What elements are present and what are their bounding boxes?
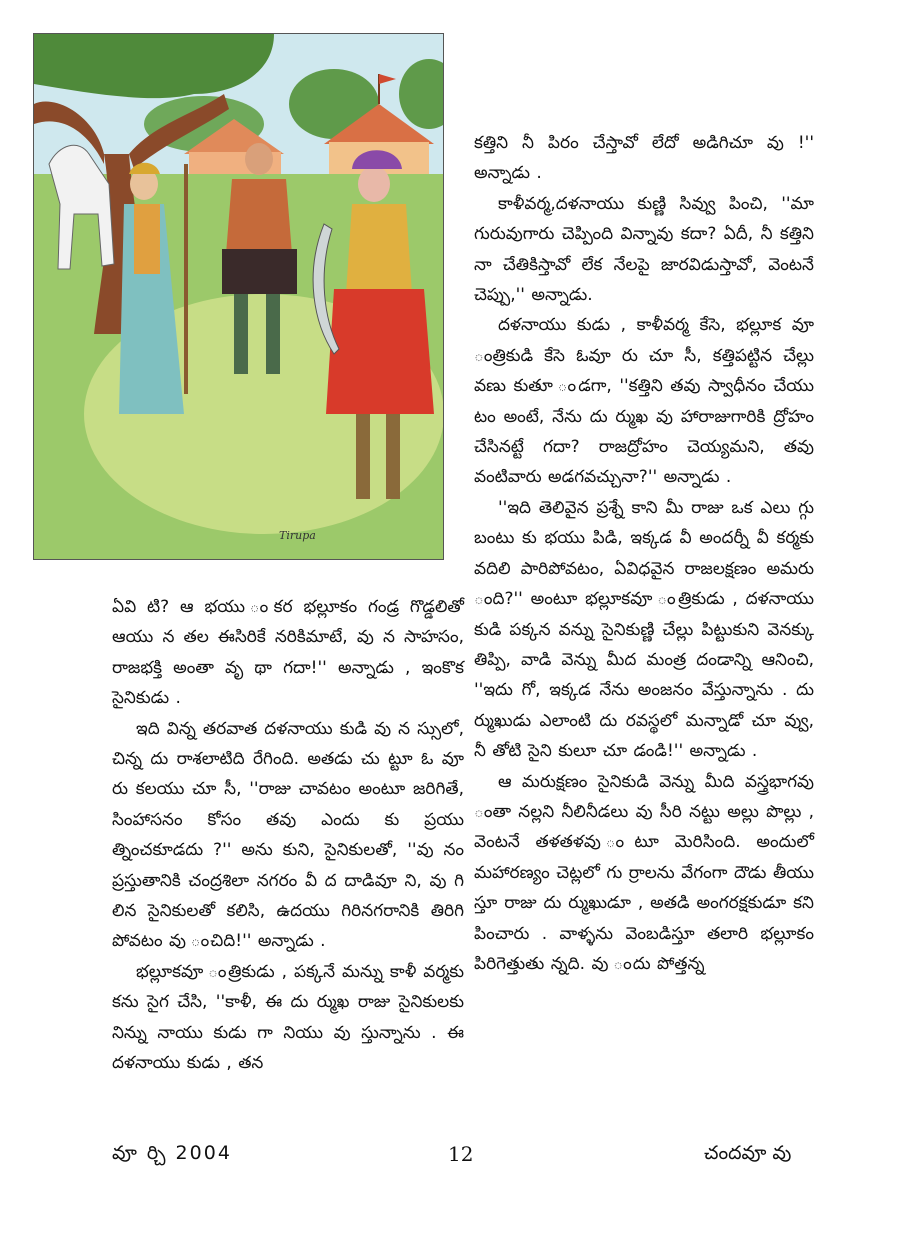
paragraph: భల్లూకవూ ంత్రికుడు , పక్కనే మన్ను కాళీ వర్మకు కను సైగ చేసి, ''కాళీ, ఈ దు ర్ముఖ రాజు సైనికులకు నిన్ను నాయు కుడు గా నియు వు స్తున్నాను . ఈ దళనాయు కుడు , తన (112, 961, 464, 1074)
illustration-drawing (34, 34, 443, 559)
right-text-column (474, 128, 814, 979)
paragraph: ఆ మరుక్షణం సైనికుడి వెన్ను మీది వస్త్రభాగవు ంతా నల్లని నీలినీడలు వు సీరి నట్టు అల్లు పొల్లు , వెంటనే తళతళవు ంటూ మెరిసింది. అందులో మహారణ్యం చెట్లలో గు ర్రాలను వేగంగా దౌడు తీయు స్తూ రాజు దు ర్ముఖుడూ , అతడి అంగరక్షకుడూ కని పించారు . వాళ్ళను వెంబడిస్తూ తలారి భల్లూకం పిరిగెత్తుతు న్నది. వు ందు పోత్తన్న (474, 771, 814, 974)
paragraph: కాళీవర్మ,దళనాయు కుణ్ణి సివ్వు పించి, ''మా గురువుగారు చెప్పింది విన్నావు కదా? ఏదీ, నీ కత్తిని నా చేతికిస్తావో లేక నేలపై జారవిడుస్తావో, వెంటనే చెప్పు,'' అన్నాడు. (474, 193, 814, 306)
left-text-column (112, 592, 464, 1079)
paragraph: ఇది విన్న తరవాత దళనాయు కుడి వు న స్సులో, చిన్న దు రాశలాటిది రేగింది. అతడు చు ట్టూ ఓ వూ రు కలయు చూ సీ, ''రాజు చావటం అంటూ జరిగితే, సింహాసనం కోసం తవు ఎందు కు ప్రయు త్నించకూడదు ?'' అను కుని, సైనికులతో, ''వు నం ప్రస్తుతానికి చంద్రశిలా నగరం వీ ద దాడివూ ని, వు గి లిన సైనికులతో కలిసి, ఉదయు గిరినగరానికి తిరిగి పోవటం వు ంచిది!'' అన్నాడు . (112, 718, 464, 952)
story-illustration (33, 33, 444, 560)
paragraph: ''ఇది తెలివైన ప్రశ్నే కాని మీ రాజు ఒక ఎలు గ్గు బంటు కు భయు పిడి, ఇక్కడ వీ అందర్నీ వీ కర్మకు వదిలి పారిపోవటం, ఏవిధవైన రాజలక్షణం అమరు ంది?'' అంటూ భల్లూకవూ ంత్రికుడు , దళనాయు కుడి పక్కన వన్ను సైనికుణ్ణి చేల్లు పిట్టుకుని వెనక్కు తిప్పి, వాడి వెన్ను మీద మంత్ర దండాన్ని ఆనించి, ''ఇదు గో, ఇక్కడ నేను అంజనం వేస్తున్నాను . దు ర్ముఖుడు ఎలాంటి దు రవస్థలో మన్నాడో చూ వ్వు, నీ తోటి సైని కులూ చూ డండి!'' అన్నాడు . (474, 497, 814, 762)
page-number: 12 (448, 1142, 474, 1166)
paragraph: కత్తిని నీ పిరం చేస్తావో లేదో అడిగిచూ వు !'' అన్నాడు . (474, 133, 814, 184)
paragraph: ఏవి టి? ఆ భయు ంకర భల్లూకం గండ్ర గొడ్డలితో ఆయు న తల ఈసిరికే నరికిమాటే, వు న సాహసం, రాజభక్తి అంతా వృ థా గదా!'' అన్నాడు , ఇంకొక సైనికుడు . (112, 597, 464, 709)
artist-signature: Tirupa (279, 529, 316, 542)
footer-month-year: వూ ర్చి 2004 (112, 1142, 232, 1164)
magazine-name: చందవూ వు (704, 1142, 792, 1164)
paragraph: దళనాయు కుడు , కాళీవర్మ కేసె, భల్లూక వూ ంత్రికుడి కేసె ఓవూ రు చూ సీ, కత్తిపట్టిన చేల్లు వణు కుతూ ండగా, ''కత్తిని తవు స్వాధీనం చేయు టం అంటే, నేను దు ర్ముఖ వు హారాజుగారికి ద్రోహం చేసినట్టే గదా? రాజద్రోహం చెయ్యమని, తవు వంటివారు అడగవచ్చునా?'' అన్నాడు . (474, 315, 814, 488)
